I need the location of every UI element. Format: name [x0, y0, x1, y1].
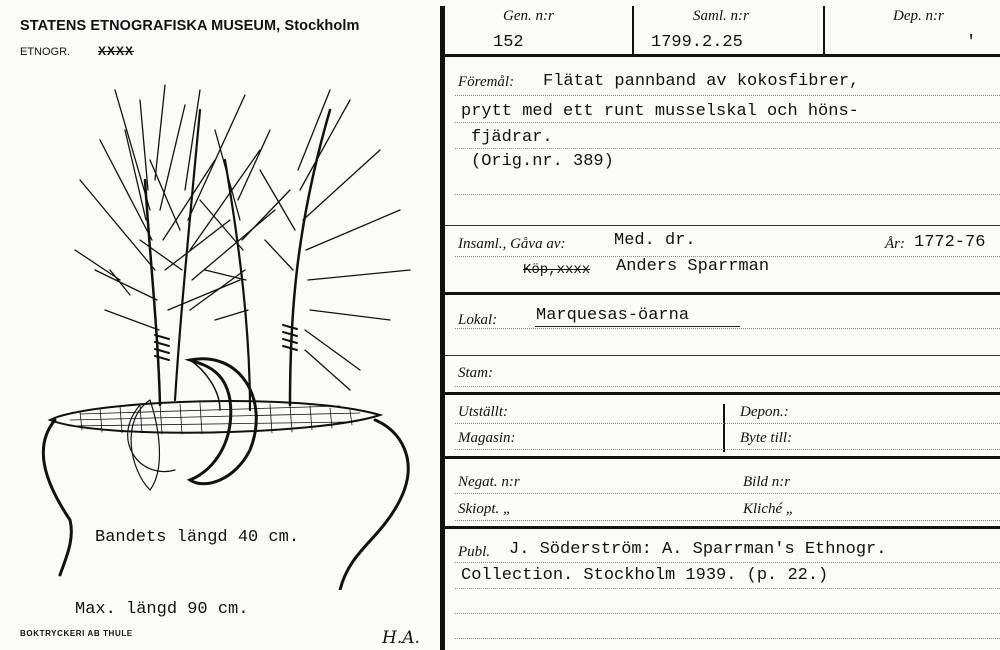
dotted-line	[455, 122, 1000, 123]
magasin-label: Magasin:	[458, 430, 516, 446]
dotted-line	[455, 95, 1000, 96]
saml-label: Saml. n:r	[693, 8, 749, 24]
dotted-line	[455, 562, 1000, 563]
negat-label: Negat. n:r	[458, 474, 520, 490]
bild-label: Bild n:r	[743, 474, 791, 490]
gen-label: Gen. n:r	[503, 8, 554, 24]
row-rule	[445, 54, 1000, 57]
dotted-line	[455, 328, 1000, 329]
col-divider	[723, 404, 725, 452]
dep-value: '	[966, 33, 977, 52]
dotted-line	[455, 449, 1000, 450]
lokal-value: Marquesas-öarna	[536, 306, 690, 325]
foremal-line: prytt med ett runt musselskal och höns-	[461, 102, 859, 121]
etnogr-struck-number: XXXX	[98, 44, 135, 58]
dotted-line	[455, 386, 1000, 387]
utstallt-label: Utställt:	[458, 404, 509, 420]
publ-line: Collection. Stockholm 1939. (p. 22.)	[461, 566, 829, 585]
year-label: År:	[885, 236, 905, 252]
publ-label: Publ.	[458, 544, 491, 560]
publ-line: J. Söderström: A. Sparrman's Ethnogr.	[509, 540, 887, 559]
dotted-line	[455, 613, 1000, 614]
row-rule	[445, 392, 1000, 395]
band-length-note: Bandets längd 40 cm.	[95, 528, 300, 547]
year-value: 1772-76	[914, 233, 986, 252]
insaml-struck: Köp,xxxx	[523, 262, 591, 278]
dep-label: Dep. n:r	[893, 8, 944, 24]
dotted-line	[455, 148, 1000, 149]
row-rule	[445, 526, 1000, 529]
row-rule	[445, 355, 1000, 356]
saml-value: 1799.2.25	[651, 33, 743, 52]
foremal-line: Flätat pannband av kokosfibrer,	[543, 72, 860, 91]
foremal-line: (Orig.nr. 389)	[471, 152, 614, 171]
museum-title: STATENS ETNOGRAFISKA MUSEUM, Stockholm	[20, 18, 360, 34]
byte-label: Byte till:	[740, 430, 793, 446]
depon-label: Depon.:	[740, 404, 789, 420]
insaml-value: Anders Sparrman	[616, 257, 770, 276]
row-rule	[445, 225, 1000, 226]
lokal-label: Lokal:	[458, 312, 498, 328]
foremal-label: Föremål:	[458, 74, 515, 90]
col-divider	[823, 6, 825, 54]
etnogr-label: ETNOGR.	[20, 46, 71, 58]
stam-label: Stam:	[458, 365, 493, 381]
lokal-underline	[535, 326, 740, 327]
col-divider	[632, 6, 634, 54]
kliche-label: Kliché „	[743, 501, 795, 517]
insaml-label: Insaml., Gåva av:	[458, 236, 566, 252]
headband-illustration	[0, 70, 440, 590]
dotted-line	[455, 520, 1000, 521]
dotted-line	[455, 423, 1000, 424]
dotted-line	[455, 256, 1000, 257]
dotted-line	[455, 638, 1000, 639]
card-divider	[440, 6, 445, 650]
row-rule	[445, 456, 1000, 459]
max-length-note: Max. längd 90 cm.	[75, 600, 249, 619]
skiopt-label: Skiopt. „	[458, 501, 512, 517]
dotted-line	[455, 194, 1000, 195]
gen-value: 152	[493, 33, 524, 52]
insaml-value: Med. dr.	[614, 231, 696, 250]
printer-imprint: BOKTRYCKERI AB THULE	[20, 629, 133, 638]
foremal-line: fjädrar.	[471, 128, 553, 147]
dotted-line	[455, 588, 1000, 589]
artist-initials: H.A.	[382, 628, 420, 648]
row-rule	[445, 292, 1000, 295]
dotted-line	[455, 493, 1000, 494]
